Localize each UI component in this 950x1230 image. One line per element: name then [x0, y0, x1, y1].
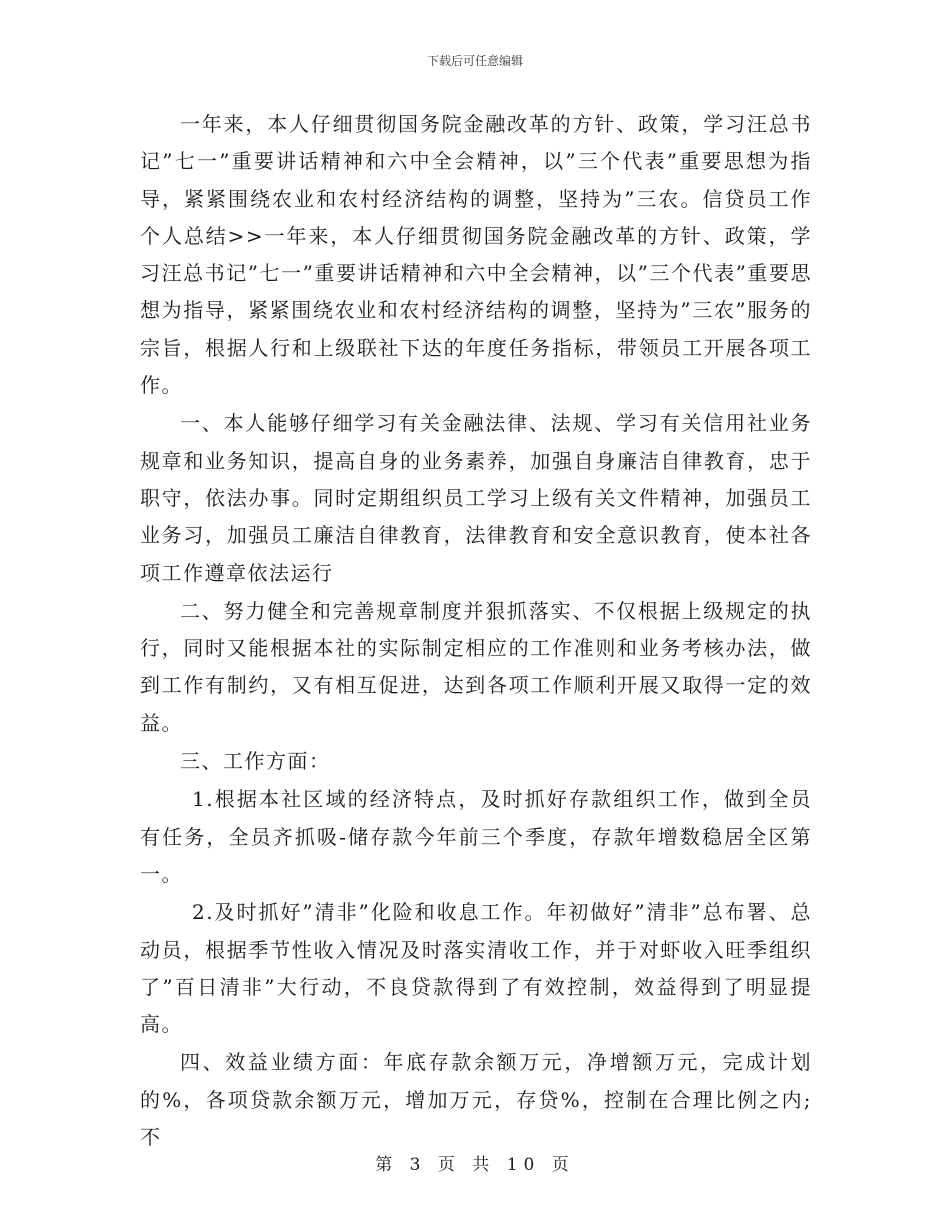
paragraph-item-2: 2.及时抓好”清非”化险和收息工作。年初做好”清非”总布署、总动员，根据季节性收入情况及时落实清收工作，并于对虾收入旺季组织了”百日清非”大行动，不良贷款得到了有效控制，效益得到了明显提高。: [140, 900, 812, 1037]
page-header-note: 下载后可任意编辑: [426, 54, 523, 68]
page-number-footer: 第 3 页 共 10 页: [375, 1155, 575, 1175]
paragraph-section-2: 二、努力健全和完善规章制度并狠抓落实、不仅根据上级规定的执行，同时又能根据本社的实际制定相应的工作准则和业务考核办法，做到工作有制约，又有相互促进，达到各项工作顺利开展又取得一定的效益。: [140, 598, 812, 735]
paragraph-intro: 一年来，本人仔细贯彻国务院金融改革的方针、政策，学习汪总书记”七一”重要讲话精神和六中全会精神，以”三个代表”重要思想为指导，紧紧围绕农业和农村经济结构的调整，坚持为”三农。信贷员工作个人总结>>一年来，本人仔细贯彻国务院金融改革的方针、政策，学习汪总书记”七一”重要讲话精神和六中全会精神，以”三个代表”重要思想为指导，紧紧围绕农业和农村经济结构的调整，坚持为”三农”服务的宗旨，根据人行和上级联社下达的年度任务指标，带领员工开展各项工作。: [140, 112, 812, 398]
paragraph-section-4: 四、效益业绩方面：年底存款余额万元，净增额万元，完成计划的%，各项贷款余额万元，增加万元，存贷%，控制在合理比例之内;不: [140, 1050, 812, 1150]
paragraph-item-1: 1.根据本社区域的经济特点，及时抓好存款组织工作，做到全员有任务，全员齐抓吸-储存款今年前三个季度，存款年增数稳居全区第一。: [140, 787, 812, 886]
document-body: [140, 106, 812, 1156]
paragraph-section-1: 一、本人能够仔细学习有关金融法律、法规、学习有关信用社业务规章和业务知识，提高自身的业务素养，加强自身廉洁自律教育，忠于职守，依法办事。同时定期组织员工学习上级有关文件精神，加强员工业务习，加强员工廉洁自律教育，法律教育和安全意识教育，使本社各项工作遵章依法运行: [140, 411, 812, 585]
paragraph-section-3-heading: 三、工作方面：: [180, 749, 331, 774]
